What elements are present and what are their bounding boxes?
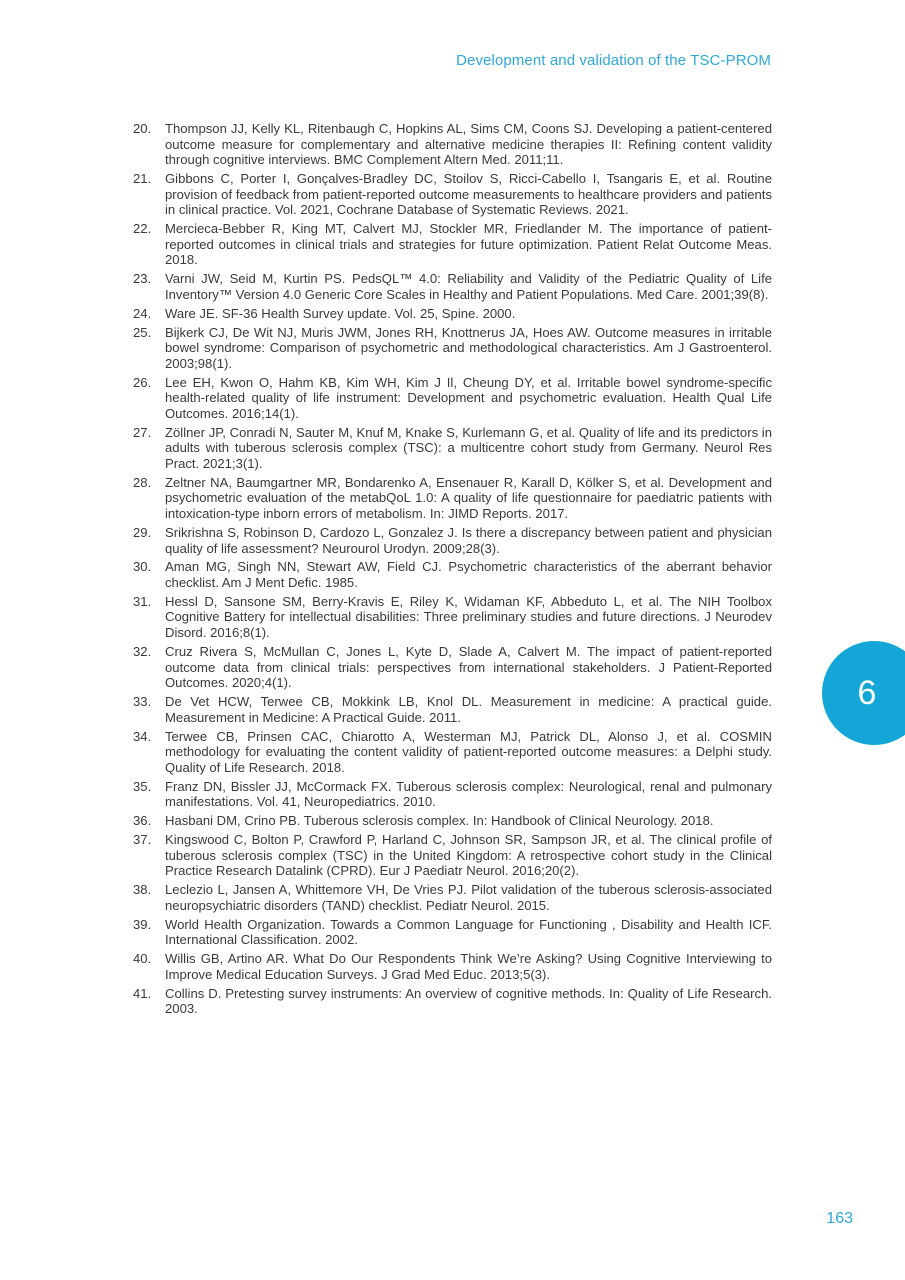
reference-text: Ware JE. SF-36 Health Survey update. Vol. 25, Spine. 2000. [165, 305, 516, 321]
reference-item [133, 306, 772, 322]
reference-number: 23. [133, 271, 152, 287]
reference-text: Franz DN, Bissler JJ, McCormack FX. Tuberous sclerosis complex: Neurological, renal and pulmonary manifestations. Vol. 41, Neuropediatrics. 2010. [165, 778, 772, 810]
reference-number: 37. [133, 831, 152, 847]
reference-item [133, 951, 772, 982]
reference-item [133, 832, 772, 879]
chapter-number: 6 [857, 674, 877, 712]
reference-number: 21. [133, 171, 152, 187]
reference-item [133, 644, 772, 691]
reference-number: 41. [133, 985, 152, 1001]
reference-number: 36. [133, 813, 152, 829]
reference-text: Varni JW, Seid M, Kurtin PS. PedsQL™ 4.0: Reliability and Validity of the Pediatric Quality of Life Inventory™ Version 4.0 Generic Core Scales in Healthy and Patient Populations. Med Care. 2001;39(8). [165, 271, 772, 302]
chapter-tab [822, 641, 905, 745]
reference-number: 33. [133, 694, 152, 710]
reference-item [133, 694, 772, 725]
reference-number: 38. [133, 882, 152, 898]
reference-item [133, 729, 772, 776]
reference-list [133, 121, 772, 1020]
reference-number: 30. [133, 559, 152, 575]
reference-item [133, 375, 772, 422]
reference-item [133, 171, 772, 218]
reference-item [133, 475, 772, 522]
reference-number: 34. [133, 728, 152, 744]
reference-text: Srikrishna S, Robinson D, Cardozo L, Gonzalez J. Is there a discrepancy between patient and physician quality of life assessment? Neurourol Urodyn. 2009;28(3). [165, 524, 772, 556]
reference-text: Bijkerk CJ, De Wit NJ, Muris JWM, Jones RH, Knottnerus JA, Hoes AW. Outcome measures in irritable bowel syndrome: Comparison of psychometric and methodological characteristics. Am J Gastroenterol. 2003;98(1). [165, 324, 772, 371]
reference-item [133, 882, 772, 913]
reference-text: De Vet HCW, Terwee CB, Mokkink LB, Knol DL. Measurement in medicine: A practical guide. Measurement in Medicine: A Practical Guide. 2011. [165, 694, 772, 725]
reference-text: Zöllner JP, Conradi N, Sauter M, Knuf M, Knake S, Kurlemann G, et al. Quality of life and its predictors in adults with tuberous sclerosis complex (TSC): a multicentre cohort study from Germany. Neurol Res Pract. 2021;3(1). [165, 424, 772, 471]
reference-text: Hessl D, Sansone SM, Berry-Kravis E, Riley K, Widaman KF, Abbeduto L, et al. The NIH Toolbox Cognitive Battery for intellectual disabilities: Three preliminary studies and future directions. J Neurodev Disord. 2016;8(1). [165, 593, 772, 641]
reference-text: Thompson JJ, Kelly KL, Ritenbaugh C, Hopkins AL, Sims CM, Coons SJ. Developing a patient-centered outcome measure for complementary and alternative medicine therapies II: Refining content validity through cognitive interviews. BMC Complement Altern Med. 2011;11. [165, 121, 772, 168]
reference-item [133, 986, 772, 1017]
reference-text: Terwee CB, Prinsen CAC, Chiarotto A, Westerman MJ, Patrick DL, Alonso J, et al. COSMIN methodology for evaluating the content validity of patient-reported outcome measures: a Delphi study. Quality of Life Research. 2018. [165, 728, 772, 775]
reference-number: 27. [133, 424, 152, 440]
reference-item [133, 121, 772, 168]
running-title: Development and validation of the TSC-PROM [456, 52, 771, 69]
reference-number: 26. [133, 374, 152, 390]
reference-number: 39. [133, 916, 152, 932]
reference-number: 29. [133, 524, 152, 540]
reference-item [133, 221, 772, 268]
reference-text: Zeltner NA, Baumgartner MR, Bondarenko A, Ensenauer R, Karall D, Kölker S, et al. Development and psychometric evaluation of the metabQoL 1.0: A quality of life questionnaire for paediatric patients with intoxication-type inborn errors of metabolism. In: JIMD Reports. 2017. [165, 474, 772, 522]
reference-number: 22. [133, 221, 152, 237]
reference-text: Leclezio L, Jansen A, Whittemore VH, De Vries PJ. Pilot validation of the tuberous sclerosis-associated neuropsychiatric disorders (TAND) checklist. Pediatr Neurol. 2015. [165, 882, 772, 913]
reference-number: 40. [133, 951, 152, 967]
reference-item [133, 779, 772, 810]
reference-number: 35. [133, 778, 152, 794]
reference-item [133, 271, 772, 302]
reference-number: 24. [133, 305, 152, 321]
reference-text: Collins D. Pretesting survey instruments: An overview of cognitive methods. In: Quality of Life Research. 2003. [165, 985, 772, 1017]
reference-item [133, 325, 772, 372]
reference-text: Hasbani DM, Crino PB. Tuberous sclerosis complex. In: Handbook of Clinical Neurology. 2018. [165, 813, 714, 829]
reference-number: 32. [133, 643, 152, 659]
reference-item [133, 813, 772, 829]
reference-item [133, 425, 772, 472]
reference-item [133, 594, 772, 641]
reference-item [133, 917, 772, 948]
reference-text: Lee EH, Kwon O, Hahm KB, Kim WH, Kim J Il, Cheung DY, et al. Irritable bowel syndrome-specific health-related quality of life instrument: Development and psychometric evaluation. Health Qual Life Outcomes. 2016;14(1). [165, 374, 772, 421]
reference-item [133, 559, 772, 590]
reference-text: Gibbons C, Porter I, Gonçalves-Bradley DC, Stoilov S, Ricci-Cabello I, Tsangaris E, et al. Routine provision of feedback from patient-reported outcome measurements to healthcare providers and patients in clinical practice. Vol. 2021, Cochrane Database of Systematic Reviews. 2021. [165, 171, 772, 218]
page-number: 163 [826, 1210, 853, 1227]
reference-number: 28. [133, 474, 152, 490]
reference-text: Cruz Rivera S, McMullan C, Jones L, Kyte D, Slade A, Calvert M. The impact of patient-reported outcome data from clinical trials: perspectives from international stakeholders. J Patient-Reported Outcomes. 2020;4(1). [165, 643, 772, 691]
reference-text: Willis GB, Artino AR. What Do Our Respondents Think We’re Asking? Using Cognitive Interviewing to Improve Medical Education Surveys. J Grad Med Educ. 2013;5(3). [165, 951, 772, 982]
reference-number: 31. [133, 593, 152, 609]
reference-number: 25. [133, 324, 152, 340]
reference-item [133, 525, 772, 556]
reference-number: 20. [133, 121, 152, 136]
reference-text: World Health Organization. Towards a Common Language for Functioning , Disability and Health ICF. International Classification. 2002. [165, 916, 772, 948]
reference-text: Kingswood C, Bolton P, Crawford P, Harland C, Johnson SR, Sampson JR, et al. The clinical profile of tuberous sclerosis complex (TSC) in the United Kingdom: A retrospective cohort study in the Clinical Practice Research Datalink (CPRD). Eur J Paediatr Neurol. 2016;20(2). [165, 831, 772, 879]
reference-text: Mercieca-Bebber R, King MT, Calvert MJ, Stockler MR, Friedlander M. The importance of patient-reported outcomes in clinical trials and strategies for future optimization. Patient Relat Outcome Meas. 2018. [165, 221, 772, 268]
reference-text: Aman MG, Singh NN, Stewart AW, Field CJ. Psychometric characteristics of the aberrant behavior checklist. Am J Ment Defic. 1985. [165, 559, 772, 590]
